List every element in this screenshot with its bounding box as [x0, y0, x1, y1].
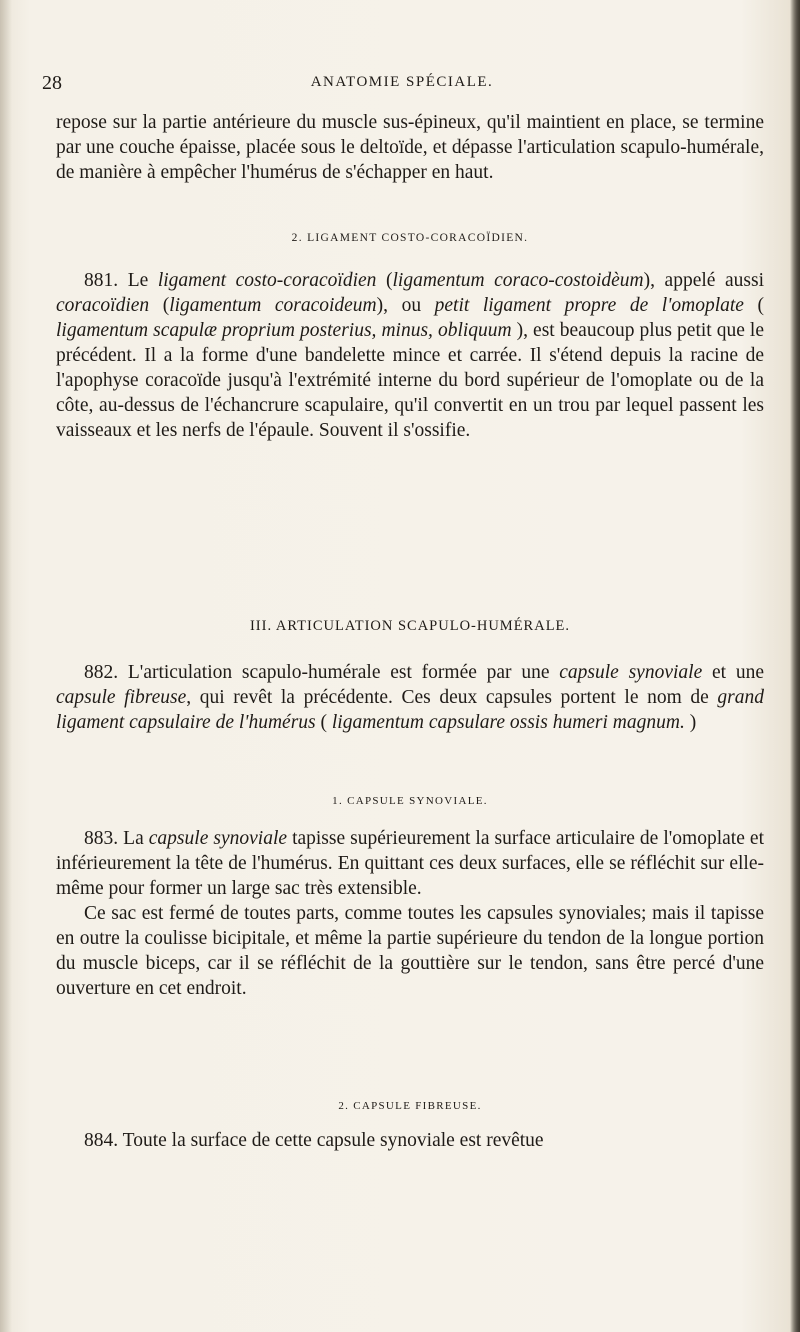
text-run: et une	[702, 662, 764, 683]
text-run: ), appelé aussi	[643, 270, 764, 291]
italic-term: capsule synoviale	[148, 828, 288, 849]
section-heading-capsule-fibreuse: 2. CAPSULE FIBREUSE.	[338, 1100, 482, 1112]
italic-term: petit ligament propre de l'omoplate	[434, 295, 744, 316]
text-run: tapisse supérieurement la surface articulaire de l'omoplate et inférieurement la tête de l'humérus. En quittant ces deux surfaces, elle se réfléchit sur elle-même pour former un large sac très extensible.	[56, 828, 764, 899]
text-run: 882. L'articulation scapulo-humérale est formée par une	[84, 662, 560, 683]
italic-term: capsule synoviale	[559, 662, 703, 683]
italic-term: ligamentum coraco-costoidèum	[392, 270, 644, 291]
italic-term: ligamentum capsulare ossis humeri magnum.	[331, 712, 685, 733]
text-run: 881. Le	[84, 270, 158, 291]
running-head	[42, 72, 762, 98]
running-title: ANATOMIE SPÉCIALE.	[310, 74, 494, 90]
section-heading-articulation: III. ARTICULATION SCAPULO-HUMÉRALE.	[249, 618, 571, 634]
page-edge	[790, 0, 800, 1332]
binding-shadow	[0, 0, 12, 1332]
italic-term: capsule fibreuse	[56, 687, 187, 708]
section-heading-costo-coracoidien: 2. LIGAMENT COSTO-CORACOÏDIEN.	[291, 232, 529, 244]
text-run: , qui revêt la précédente. Ces deux capsules portent le nom de	[186, 687, 718, 708]
italic-term: grand ligament capsulaire de l'humérus	[56, 687, 764, 733]
italic-term: ligamentum scapulæ proprium posterius, minus, obliquum	[56, 320, 512, 341]
paragraph-883	[56, 826, 764, 1001]
italic-term: coracoïdien	[56, 295, 150, 316]
text-run: 883. La	[84, 828, 149, 849]
text-run: (	[376, 270, 393, 291]
paragraph-text: Ce sac est fermé de toutes parts, comme toutes les capsules synoviales; mais il tapisse en outre la coulisse bicipitale, et même la partie supérieure du tendon de la longue portion du muscle biceps, car il se réfléchit de la gouttière sur le tendon, sans être percé d'une ouverture en cet endroit.	[56, 903, 764, 999]
paragraph-text: repose sur la partie antérieure du muscle sus-épineux, qu'il maintient en place, se termine par une couche épaisse, placée sous le deltoïde, et dépasse l'articulation scapulo-humérale, de manière à empêcher l'humérus de s'échapper en haut.	[56, 112, 764, 183]
paragraph-882	[56, 660, 764, 735]
italic-term: ligament costo-coracoïdien	[157, 270, 377, 291]
paragraph-text: 884. Toute la surface de cette capsule synoviale est revêtue	[84, 1130, 544, 1151]
paragraph-text	[56, 268, 764, 443]
paragraph-continued	[56, 110, 764, 185]
italic-term: ligamentum coracoideum	[169, 295, 377, 316]
text-run: ), est beaucoup plus petit que le précédent. Il a la forme d'une bandelette mince et carrée. Il s'étend depuis la racine de l'apophyse coracoïde jusqu'à l'extrémité interne du bord supérieur de l'omoplate ou de la côte, au-dessus de l'échancrure scapulaire, qu'il convertit en un trou par lequel passent les vaisseaux et les nerfs de l'épaule. Souvent il s'ossifie.	[56, 320, 764, 441]
text-run: ), ou	[376, 295, 435, 316]
text-run: (	[149, 295, 170, 316]
paragraph-text	[56, 660, 764, 735]
paragraph-881	[56, 268, 764, 443]
paragraph-text	[56, 826, 764, 901]
section-heading-capsule-synoviale: 1. CAPSULE SYNOVIALE.	[332, 795, 488, 807]
text-run: (	[315, 712, 332, 733]
text-run: (	[743, 295, 765, 316]
text-run: )	[684, 712, 697, 733]
page-number: 28	[42, 72, 62, 94]
paragraph-884	[56, 1128, 764, 1153]
